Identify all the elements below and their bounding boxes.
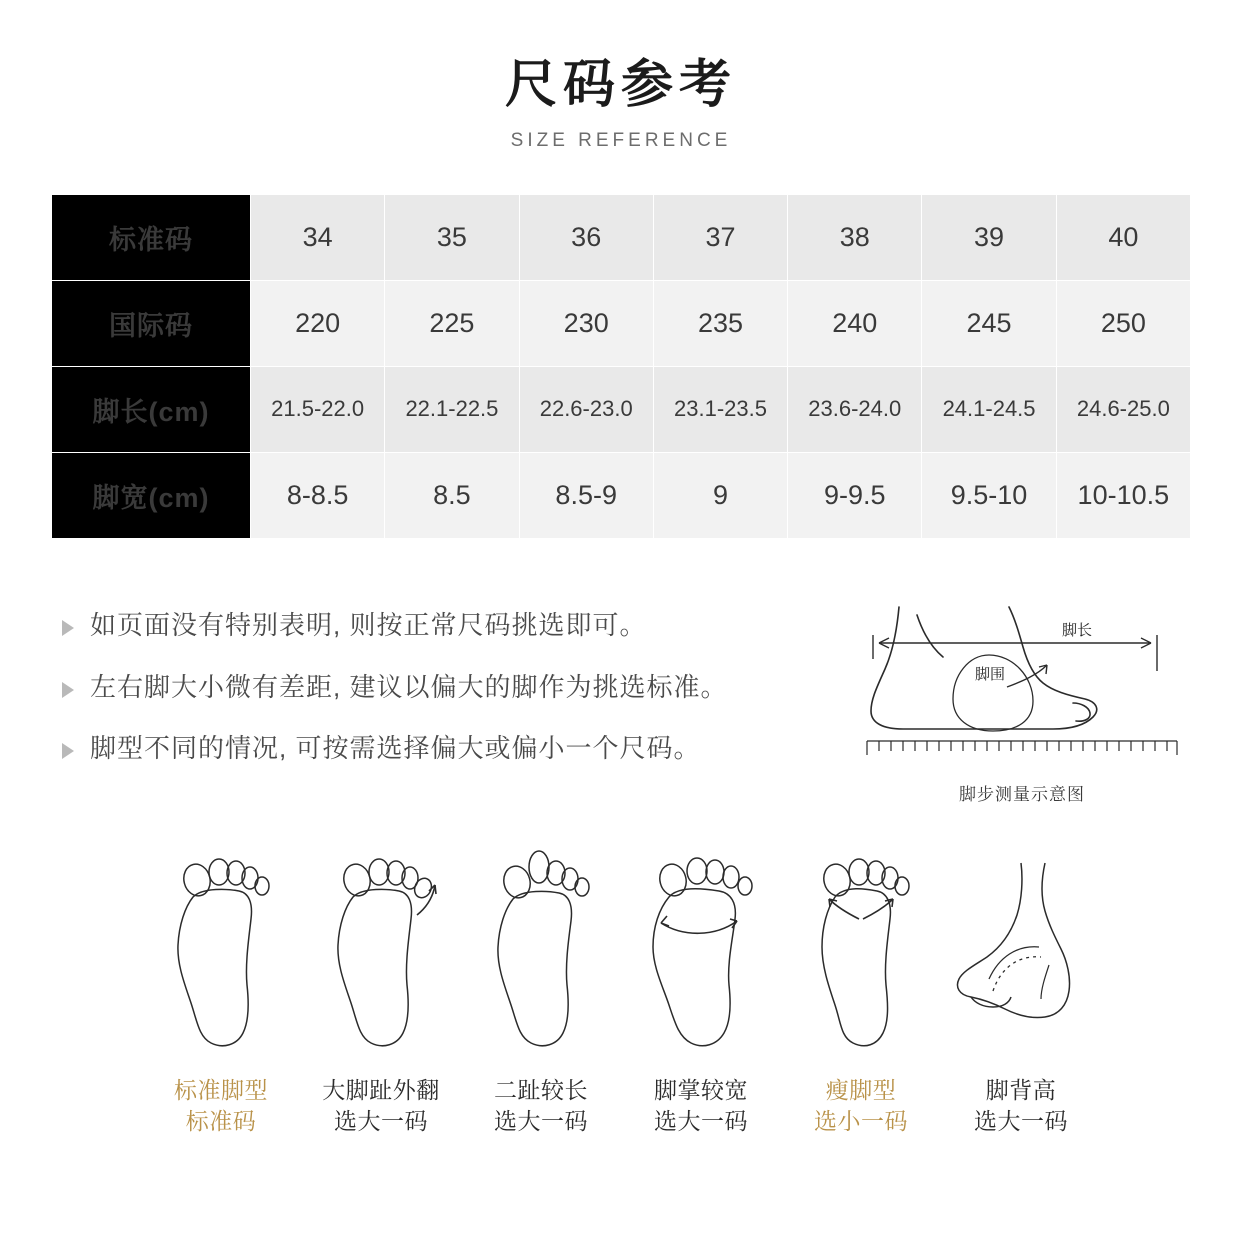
notes-list [62,599,842,794]
table-cell: 9.5-10 [922,452,1056,538]
table-cell: 24.1-24.5 [922,366,1056,452]
table-cell: 8.5-9 [519,452,653,538]
footprint-bunion-icon [305,845,457,1060]
row-header-foot-length: 脚长(cm) [52,366,251,452]
footprint-narrow-icon [785,845,937,1060]
foot-measure-icon [857,599,1187,769]
foot-type-caption [145,1075,297,1137]
foot-type-line2: 选大一码 [494,1107,588,1134]
foot-type-line1: 大脚趾外翻 [322,1076,440,1103]
table-cell: 22.6-23.0 [519,366,653,452]
footprint-long-second-toe-icon [465,845,617,1060]
foot-type-line2: 选大一码 [334,1107,428,1134]
table-cell: 22.1-22.5 [385,366,519,452]
foot-type-line2: 标准码 [185,1107,257,1134]
row-header-international-size: 国际码 [52,280,251,366]
page-title: 尺码参考 [504,56,737,114]
foot-type-wide [625,845,777,1137]
size-table-wrapper [51,194,1191,539]
table-cell: 35 [385,194,519,280]
foot-type-line1: 脚背高 [985,1076,1057,1103]
size-table [51,194,1191,539]
bullet-triangle-icon [62,682,74,698]
table-cell: 39 [922,194,1056,280]
table-row [52,194,1191,280]
foot-type-line1: 瘦脚型 [825,1076,897,1103]
note-text: 如页面没有特别表明, 则按正常尺码挑选即可。 [90,609,647,640]
row-header-standard-size: 标准码 [52,194,251,280]
page-header [0,0,1242,152]
foot-type-high-instep [945,845,1097,1137]
table-row [52,280,1191,366]
list-item [62,671,842,705]
table-cell: 8-8.5 [251,452,385,538]
table-cell: 38 [788,194,922,280]
table-cell: 240 [788,280,922,366]
table-row [52,366,1191,452]
row-header-foot-width: 脚宽(cm) [52,452,251,538]
table-cell: 23.6-24.0 [788,366,922,452]
page-subtitle: SIZE REFERENCE [510,129,732,151]
foot-type-line2: 选小一码 [814,1107,908,1134]
table-cell: 10-10.5 [1056,452,1190,538]
table-cell: 230 [519,280,653,366]
table-cell: 8.5 [385,452,519,538]
note-text: 脚型不同的情况, 可按需选择偏大或偏小一个尺码。 [90,733,701,764]
measurement-diagram [842,599,1202,805]
foot-type-caption [785,1075,937,1137]
diagram-label-girth: 脚围 [975,665,1006,683]
table-cell: 220 [251,280,385,366]
footprint-wide-icon [625,845,777,1060]
foot-type-caption [945,1075,1097,1137]
table-cell: 36 [519,194,653,280]
foot-type-caption [625,1075,777,1137]
foot-type-line1: 脚掌较宽 [654,1076,748,1103]
foot-type-caption [465,1075,617,1137]
bullet-triangle-icon [62,620,74,636]
foot-type-bunion [305,845,457,1137]
table-cell: 245 [922,280,1056,366]
list-item [62,732,842,766]
foot-type-list [0,845,1242,1137]
table-cell: 225 [385,280,519,366]
bullet-triangle-icon [62,743,74,759]
foot-type-line2: 选大一码 [974,1107,1068,1134]
foot-type-caption [305,1075,457,1137]
list-item [62,609,842,643]
note-text: 左右脚大小微有差距, 建议以偏大的脚作为挑选标准。 [90,671,728,702]
foot-type-standard [145,845,297,1137]
foot-high-instep-icon [945,845,1097,1060]
table-cell: 34 [251,194,385,280]
table-cell: 23.1-23.5 [653,366,787,452]
table-cell: 40 [1056,194,1190,280]
table-cell: 9-9.5 [788,452,922,538]
foot-type-narrow [785,845,937,1137]
table-cell: 37 [653,194,787,280]
foot-type-line1: 标准脚型 [174,1076,268,1103]
foot-type-line2: 选大一码 [654,1107,748,1134]
footprint-standard-icon [145,845,297,1060]
foot-type-long-second-toe [465,845,617,1137]
table-cell: 24.6-25.0 [1056,366,1190,452]
table-cell: 235 [653,280,787,366]
foot-type-line1: 二趾较长 [494,1076,588,1103]
table-cell: 9 [653,452,787,538]
table-row [52,452,1191,538]
table-cell: 21.5-22.0 [251,366,385,452]
diagram-label-length: 脚长 [1062,621,1093,639]
notes-and-diagram [0,599,1242,805]
diagram-caption: 脚步测量示意图 [959,784,1085,804]
table-cell: 250 [1056,280,1190,366]
